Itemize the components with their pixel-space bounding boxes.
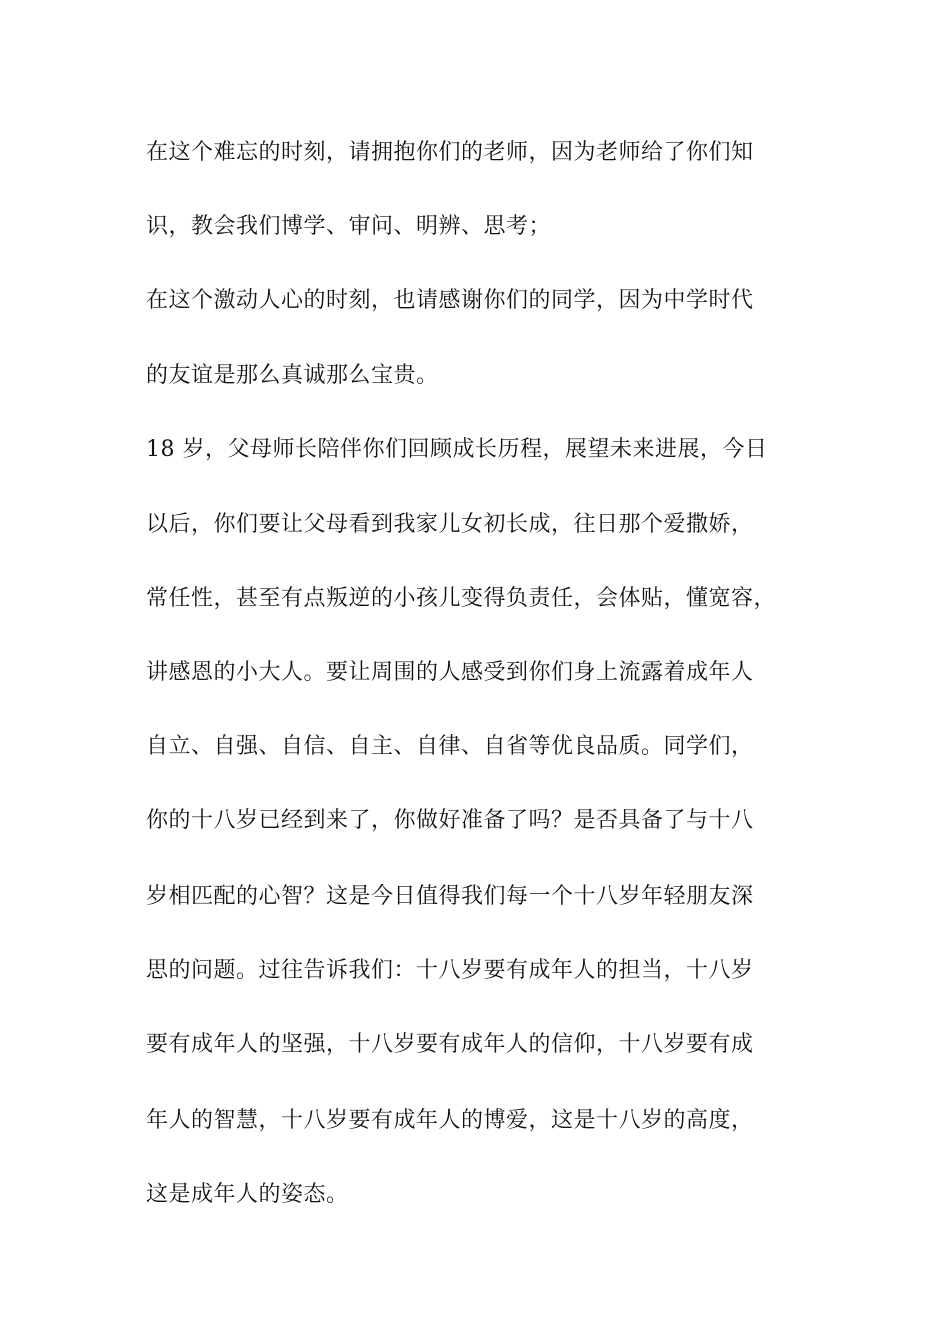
text-line: 识，教会我们博学、审问、明辨、思考； [146,214,552,239]
text-line: 这是成年人的姿态。 [146,1182,349,1207]
text-line: 要有成年人的坚强，十八岁要有成年人的信仰，十八岁要有成 [146,1032,754,1057]
text-line: 常任性，甚至有点叛逆的小孩儿变得负责任，会体贴，懂宽容， [146,586,777,611]
text-line: 在这个激动人心的时刻，也请感谢你们的同学，因为中学时代 [146,288,754,313]
text-line: 在这个难忘的时刻，请拥抱你们的老师，因为老师给了你们知 [146,140,754,165]
text-line: 岁相匹配的心智？这是今日值得我们每一个十八岁年轻朋友深 [146,884,754,909]
text-line: 你的十八岁已经到来了，你做好准备了吗？是否具备了与十八 [146,808,754,833]
text-line: 的友谊是那么真诚那么宝贵。 [146,363,439,388]
text-line: 18 岁，父母师长陪伴你们回顾成长历程，展望未来进展，今日 [146,437,768,462]
text-line: 以后，你们要让父母看到我家儿女初长成，往日那个爱撒娇， [146,512,754,537]
text-line: 讲感恩的小大人。要让周围的人感受到你们身上流露着成年人 [146,660,754,685]
text-line: 自立、自强、自信、自主、自律、自省等优良品质。同学们， [146,734,754,759]
text-line: 年人的智慧，十八岁要有成年人的博爱，这是十八岁的高度， [146,1108,754,1133]
text-line: 思的问题。过往告诉我们：十八岁要有成年人的担当，十八岁 [146,958,754,983]
